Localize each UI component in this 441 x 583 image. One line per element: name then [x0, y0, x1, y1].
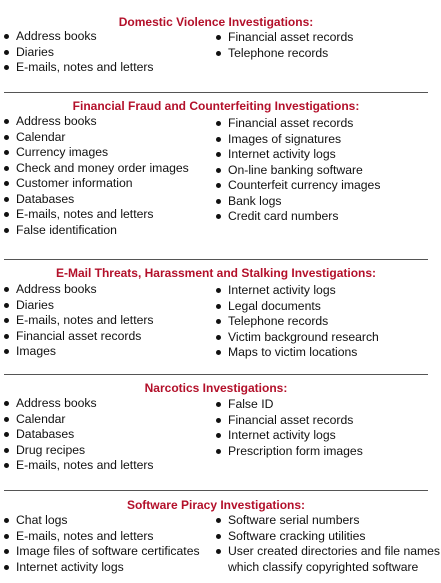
bullet-icon	[4, 119, 9, 124]
list-item: Internet activity logs	[216, 147, 432, 163]
list-item: Financial asset records	[216, 413, 432, 429]
right-column	[216, 283, 432, 361]
bullet-icon	[216, 183, 221, 188]
list-item: E-mails, notes and letters	[4, 313, 214, 329]
bullet-icon	[216, 335, 221, 340]
list-item: Maps to victim locations	[216, 345, 432, 361]
list-item: Software cracking utilities	[216, 529, 432, 545]
section-divider	[4, 490, 428, 491]
bullet-icon	[4, 549, 9, 554]
right-column	[216, 513, 441, 575]
bullet-icon	[216, 152, 221, 157]
left-column	[4, 29, 214, 76]
list-item: E-mails, notes and letters	[4, 529, 214, 545]
bullet-icon	[4, 417, 9, 422]
bullet-icon	[4, 334, 9, 339]
left-column	[4, 396, 214, 474]
bullet-icon	[4, 463, 9, 468]
bullet-icon	[216, 319, 221, 324]
section-title: Financial Fraud and Counterfeiting Investigations:	[72, 99, 360, 113]
list-item: Prescription form images	[216, 444, 432, 460]
bullet-icon	[4, 448, 9, 453]
list-item: Legal documents	[216, 299, 432, 315]
bullet-icon	[216, 549, 221, 554]
bullet-icon	[216, 418, 221, 423]
list-item: Calendar	[4, 130, 214, 146]
section-title: E-Mail Threats, Harassment and Stalking Investigations:	[55, 266, 377, 280]
list-item: Counterfeit currency images	[216, 178, 432, 194]
list-item: False ID	[216, 397, 432, 413]
bullet-icon	[4, 401, 9, 406]
section-divider	[4, 92, 428, 93]
list-item: Diaries	[4, 45, 214, 61]
left-column	[4, 513, 214, 575]
bullet-icon	[4, 349, 9, 354]
list-item: Images of signatures	[216, 132, 432, 148]
list-item-continuation: which classify copyrighted software	[228, 559, 419, 574]
bullet-icon	[216, 518, 221, 523]
left-column	[4, 114, 214, 238]
bullet-icon	[216, 168, 221, 173]
list-item: Bank logs	[216, 194, 432, 210]
bullet-icon	[4, 197, 9, 202]
list-item: Address books	[4, 282, 214, 298]
list-item: Address books	[4, 396, 214, 412]
bullet-icon	[216, 304, 221, 309]
list-item: Check and money order images	[4, 161, 214, 177]
bullet-icon	[4, 228, 9, 233]
bullet-icon	[4, 565, 9, 570]
right-column	[216, 116, 432, 225]
bullet-icon	[4, 181, 9, 186]
list-item: On-line banking software	[216, 163, 432, 179]
list-item: Telephone records	[216, 46, 432, 62]
bullet-icon	[216, 51, 221, 56]
bullet-icon	[216, 433, 221, 438]
list-item: Internet activity logs	[4, 560, 214, 576]
list-item: Financial asset records	[216, 116, 432, 132]
bullet-icon	[4, 432, 9, 437]
list-item: Chat logs	[4, 513, 214, 529]
list-item: Victim background research	[216, 330, 432, 346]
list-item: Credit card numbers	[216, 209, 432, 225]
list-item: E-mails, notes and letters	[4, 60, 214, 76]
section-title: Domestic Violence Investigations:	[118, 15, 314, 29]
bullet-icon	[216, 35, 221, 40]
list-item: Financial asset records	[4, 329, 214, 345]
bullet-icon	[4, 534, 9, 539]
bullet-icon	[4, 318, 9, 323]
list-item: Address books	[4, 114, 214, 130]
list-item: Images	[4, 344, 214, 360]
section-divider	[4, 259, 428, 260]
list-item: Address books	[4, 29, 214, 45]
list-item: Diaries	[4, 298, 214, 314]
bullet-icon	[4, 303, 9, 308]
list-item: Software serial numbers	[216, 513, 432, 529]
right-column	[216, 397, 432, 459]
list-item: Internet activity logs	[216, 283, 432, 299]
bullet-icon	[216, 214, 221, 219]
bullet-icon	[4, 287, 9, 292]
list-item: E-mails, notes and letters	[4, 207, 214, 223]
list-item: Calendar	[4, 412, 214, 428]
list-item: Currency images	[4, 145, 214, 161]
section-title: Software Piracy Investigations:	[126, 498, 306, 512]
bullet-icon	[216, 199, 221, 204]
bullet-icon	[4, 518, 9, 523]
bullet-icon	[4, 34, 9, 39]
bullet-icon	[4, 65, 9, 70]
bullet-icon	[216, 449, 221, 454]
section-title: Narcotics Investigations:	[144, 381, 288, 395]
list-item: E-mails, notes and letters	[4, 458, 214, 474]
list-item: Financial asset records	[216, 30, 432, 46]
list-item: Databases	[4, 192, 214, 208]
bullet-icon	[216, 402, 221, 407]
bullet-icon	[4, 135, 9, 140]
list-item: Telephone records	[216, 314, 432, 330]
list-item: Customer information	[4, 176, 214, 192]
list-item: User created directories and file names	[216, 544, 432, 560]
list-item: Databases	[4, 427, 214, 443]
bullet-icon	[216, 350, 221, 355]
bullet-icon	[4, 150, 9, 155]
left-column	[4, 282, 214, 360]
bullet-icon	[4, 50, 9, 55]
bullet-icon	[216, 137, 221, 142]
bullet-icon	[4, 212, 9, 217]
right-column	[216, 30, 432, 61]
list-item: False identification	[4, 223, 214, 239]
bullet-icon	[216, 121, 221, 126]
bullet-icon	[216, 534, 221, 539]
list-item: Image files of software certificates	[4, 544, 214, 560]
list-item: Drug recipes	[4, 443, 214, 459]
bullet-icon	[4, 166, 9, 171]
section-divider	[4, 374, 428, 375]
list-item: Internet activity logs	[216, 428, 432, 444]
bullet-icon	[216, 288, 221, 293]
